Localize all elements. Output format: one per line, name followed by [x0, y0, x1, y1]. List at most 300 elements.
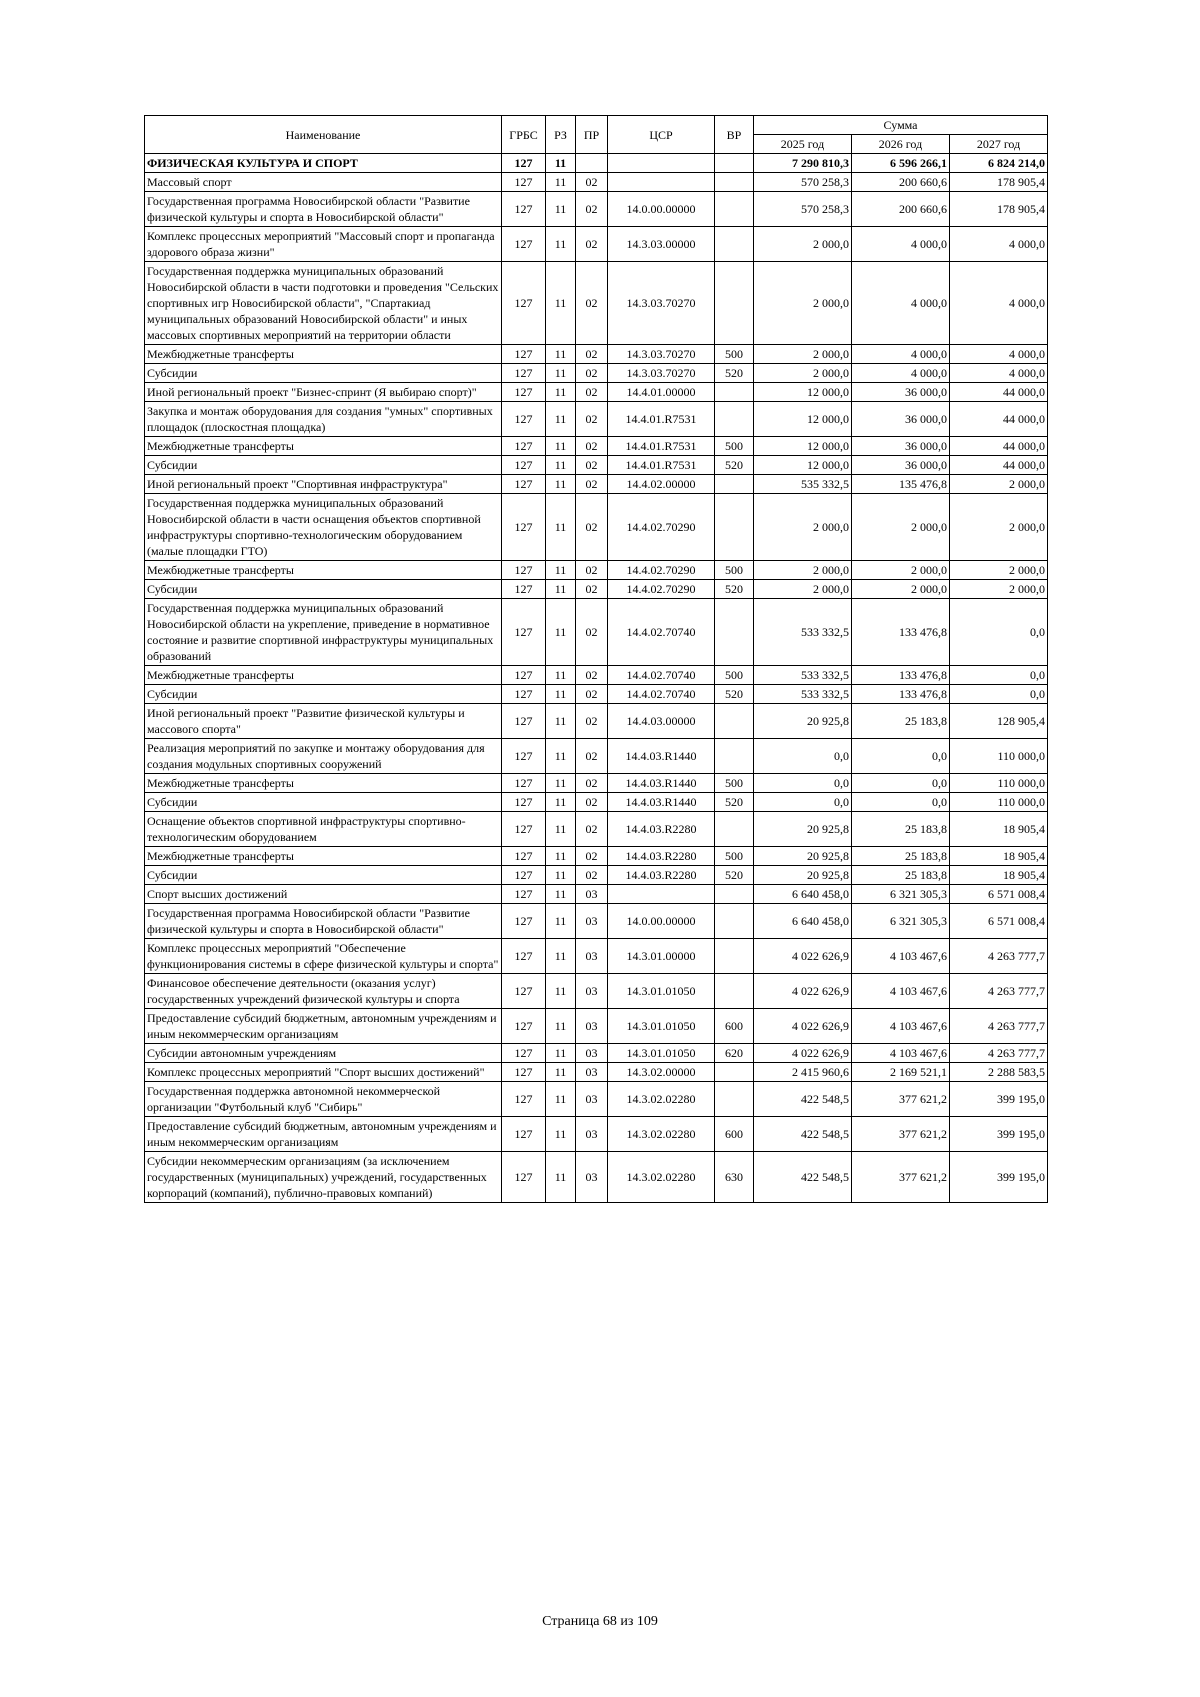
cell-amount-2027: 2 000,0 [950, 580, 1048, 599]
cell-rz: 11 [546, 580, 576, 599]
cell-grbs: 127 [502, 885, 546, 904]
table-row [145, 494, 1048, 561]
cell-amount-2025: 20 925,8 [754, 866, 852, 885]
cell-amount-2025: 533 332,5 [754, 666, 852, 685]
cell-grbs: 127 [502, 812, 546, 847]
cell-rz: 11 [546, 774, 576, 793]
cell-pr: 02 [576, 262, 608, 345]
cell-amount-2025: 0,0 [754, 739, 852, 774]
cell-pr: 02 [576, 383, 608, 402]
cell-name: Спорт высших достижений [145, 885, 502, 904]
header-rz: РЗ [546, 116, 576, 154]
cell-grbs: 127 [502, 173, 546, 192]
cell-vr [715, 904, 754, 939]
cell-amount-2027: 2 000,0 [950, 494, 1048, 561]
cell-name: Реализация мероприятий по закупке и монтажу оборудования для создания модульных спортивных сооружений [145, 739, 502, 774]
cell-rz: 11 [546, 866, 576, 885]
cell-vr: 620 [715, 1044, 754, 1063]
cell-vr: 520 [715, 456, 754, 475]
cell-grbs: 127 [502, 847, 546, 866]
cell-grbs: 127 [502, 939, 546, 974]
cell-grbs: 127 [502, 345, 546, 364]
cell-amount-2025: 4 022 626,9 [754, 974, 852, 1009]
cell-amount-2026: 36 000,0 [852, 383, 950, 402]
cell-csr: 14.4.03.R1440 [608, 774, 715, 793]
cell-grbs: 127 [502, 227, 546, 262]
cell-name: Государственная поддержка муниципальных образований Новосибирской области в части оснащения объектов спортивной инфраструктуры спортивно-технологическим оборудованием (малые площадки ГТО) [145, 494, 502, 561]
cell-grbs: 127 [502, 580, 546, 599]
cell-vr [715, 1082, 754, 1117]
cell-amount-2025: 422 548,5 [754, 1117, 852, 1152]
cell-amount-2027: 110 000,0 [950, 793, 1048, 812]
cell-amount-2025: 422 548,5 [754, 1152, 852, 1203]
cell-amount-2025: 2 000,0 [754, 494, 852, 561]
header-vr: ВР [715, 116, 754, 154]
cell-grbs: 127 [502, 383, 546, 402]
cell-vr [715, 154, 754, 173]
table-row [145, 192, 1048, 227]
cell-csr: 14.4.02.70740 [608, 666, 715, 685]
table-row [145, 793, 1048, 812]
cell-grbs: 127 [502, 774, 546, 793]
cell-amount-2027: 44 000,0 [950, 437, 1048, 456]
cell-amount-2026: 2 000,0 [852, 580, 950, 599]
cell-grbs: 127 [502, 1082, 546, 1117]
cell-amount-2025: 4 022 626,9 [754, 939, 852, 974]
cell-vr [715, 494, 754, 561]
cell-name: Предоставление субсидий бюджетным, автономным учреждениям и иным некоммерческим организациям [145, 1117, 502, 1152]
cell-vr: 500 [715, 561, 754, 580]
cell-name: ФИЗИЧЕСКАЯ КУЛЬТУРА И СПОРТ [145, 154, 502, 173]
cell-rz: 11 [546, 939, 576, 974]
cell-rz: 11 [546, 494, 576, 561]
cell-pr: 02 [576, 774, 608, 793]
cell-amount-2025: 12 000,0 [754, 402, 852, 437]
cell-grbs: 127 [502, 866, 546, 885]
cell-pr: 02 [576, 227, 608, 262]
cell-amount-2027: 6 571 008,4 [950, 885, 1048, 904]
cell-csr: 14.4.01.R7531 [608, 437, 715, 456]
cell-amount-2025: 12 000,0 [754, 383, 852, 402]
table-row [145, 939, 1048, 974]
cell-csr: 14.4.01.R7531 [608, 402, 715, 437]
cell-vr: 500 [715, 666, 754, 685]
cell-csr: 14.3.03.70270 [608, 345, 715, 364]
cell-amount-2027: 4 000,0 [950, 262, 1048, 345]
table-row [145, 402, 1048, 437]
cell-amount-2027: 0,0 [950, 599, 1048, 666]
cell-amount-2025: 6 640 458,0 [754, 885, 852, 904]
cell-pr: 03 [576, 1044, 608, 1063]
table-row [145, 227, 1048, 262]
cell-amount-2027: 110 000,0 [950, 739, 1048, 774]
table-row [145, 904, 1048, 939]
cell-vr: 500 [715, 437, 754, 456]
cell-amount-2027: 399 195,0 [950, 1152, 1048, 1203]
cell-amount-2026: 377 621,2 [852, 1082, 950, 1117]
cell-grbs: 127 [502, 262, 546, 345]
cell-amount-2027: 2 000,0 [950, 475, 1048, 494]
table-row [145, 383, 1048, 402]
cell-amount-2027: 4 263 777,7 [950, 1009, 1048, 1044]
cell-csr: 14.3.01.01050 [608, 974, 715, 1009]
cell-csr: 14.3.02.00000 [608, 1063, 715, 1082]
cell-grbs: 127 [502, 475, 546, 494]
cell-amount-2025: 4 022 626,9 [754, 1009, 852, 1044]
cell-amount-2027: 0,0 [950, 685, 1048, 704]
cell-csr: 14.4.03.00000 [608, 704, 715, 739]
cell-pr: 02 [576, 847, 608, 866]
cell-csr [608, 173, 715, 192]
cell-rz: 11 [546, 685, 576, 704]
cell-rz: 11 [546, 739, 576, 774]
cell-rz: 11 [546, 812, 576, 847]
cell-amount-2025: 2 000,0 [754, 561, 852, 580]
page-number: Страница 68 из 109 [542, 1614, 658, 1629]
cell-csr: 14.4.02.70740 [608, 599, 715, 666]
cell-csr [608, 885, 715, 904]
cell-pr: 02 [576, 192, 608, 227]
table-row [145, 666, 1048, 685]
cell-vr [715, 704, 754, 739]
cell-pr: 02 [576, 599, 608, 666]
cell-pr: 02 [576, 866, 608, 885]
cell-amount-2026: 36 000,0 [852, 437, 950, 456]
cell-amount-2025: 2 415 960,6 [754, 1063, 852, 1082]
cell-amount-2025: 12 000,0 [754, 456, 852, 475]
cell-vr: 500 [715, 847, 754, 866]
cell-rz: 11 [546, 345, 576, 364]
cell-rz: 11 [546, 1152, 576, 1203]
cell-vr [715, 885, 754, 904]
cell-name: Комплекс процессных мероприятий "Массовый спорт и пропаганда здорового образа жизни" [145, 227, 502, 262]
cell-vr: 500 [715, 345, 754, 364]
cell-vr [715, 974, 754, 1009]
cell-amount-2026: 135 476,8 [852, 475, 950, 494]
cell-amount-2026: 6 321 305,3 [852, 904, 950, 939]
cell-amount-2025: 2 000,0 [754, 580, 852, 599]
cell-name: Иной региональный проект "Спортивная инфраструктура" [145, 475, 502, 494]
cell-pr [576, 154, 608, 173]
table-row [145, 475, 1048, 494]
cell-grbs: 127 [502, 1044, 546, 1063]
cell-amount-2026: 25 183,8 [852, 812, 950, 847]
cell-vr: 520 [715, 866, 754, 885]
table-body [145, 154, 1048, 1203]
cell-name: Государственная программа Новосибирской области "Развитие физической культуры и спорта в Новосибирской области" [145, 192, 502, 227]
cell-amount-2025: 422 548,5 [754, 1082, 852, 1117]
cell-pr: 03 [576, 974, 608, 1009]
cell-amount-2027: 128 905,4 [950, 704, 1048, 739]
cell-name: Межбюджетные трансферты [145, 847, 502, 866]
cell-vr [715, 812, 754, 847]
cell-csr: 14.4.02.70290 [608, 494, 715, 561]
cell-amount-2026: 6 596 266,1 [852, 154, 950, 173]
table-row [145, 847, 1048, 866]
header-year-2026: 2026 год [852, 135, 950, 154]
cell-grbs: 127 [502, 1063, 546, 1082]
cell-amount-2025: 533 332,5 [754, 599, 852, 666]
cell-amount-2027: 6 824 214,0 [950, 154, 1048, 173]
cell-amount-2026: 377 621,2 [852, 1117, 950, 1152]
cell-vr [715, 383, 754, 402]
table-row [145, 704, 1048, 739]
cell-csr: 14.0.00.00000 [608, 904, 715, 939]
cell-csr: 14.3.01.00000 [608, 939, 715, 974]
table-row [145, 1009, 1048, 1044]
cell-name: Государственная программа Новосибирской области "Развитие физической культуры и спорта в Новосибирской области" [145, 904, 502, 939]
cell-name: Межбюджетные трансферты [145, 666, 502, 685]
cell-rz: 11 [546, 402, 576, 437]
cell-amount-2026: 36 000,0 [852, 456, 950, 475]
cell-amount-2027: 4 263 777,7 [950, 1044, 1048, 1063]
cell-amount-2025: 2 000,0 [754, 262, 852, 345]
cell-csr: 14.4.03.R2280 [608, 866, 715, 885]
table-row [145, 437, 1048, 456]
cell-name: Субсидии [145, 364, 502, 383]
table-row [145, 885, 1048, 904]
cell-amount-2026: 4 000,0 [852, 227, 950, 262]
cell-rz: 11 [546, 1009, 576, 1044]
table-row [145, 580, 1048, 599]
cell-amount-2027: 18 905,4 [950, 866, 1048, 885]
cell-grbs: 127 [502, 974, 546, 1009]
cell-amount-2026: 200 660,6 [852, 173, 950, 192]
cell-pr: 02 [576, 685, 608, 704]
cell-name: Массовый спорт [145, 173, 502, 192]
cell-rz: 11 [546, 173, 576, 192]
cell-name: Субсидии [145, 456, 502, 475]
cell-name: Субсидии автономным учреждениям [145, 1044, 502, 1063]
cell-csr [608, 154, 715, 173]
cell-vr [715, 739, 754, 774]
cell-amount-2026: 4 000,0 [852, 262, 950, 345]
cell-name: Межбюджетные трансферты [145, 774, 502, 793]
cell-pr: 03 [576, 1082, 608, 1117]
cell-name: Государственная поддержка муниципальных образований Новосибирской области в части подготовки и проведения "Сельских спортивных игр Новосибирской области", "Спартакиад муниципальных образований Новосибирской области" и иных массовых спортивных мероприятий на территории области [145, 262, 502, 345]
cell-amount-2027: 44 000,0 [950, 402, 1048, 437]
header-year-2027: 2027 год [950, 135, 1048, 154]
table-row [145, 456, 1048, 475]
cell-csr: 14.4.03.R1440 [608, 793, 715, 812]
cell-pr: 02 [576, 561, 608, 580]
cell-amount-2027: 2 288 583,5 [950, 1063, 1048, 1082]
cell-pr: 02 [576, 494, 608, 561]
cell-amount-2025: 20 925,8 [754, 704, 852, 739]
cell-amount-2026: 6 321 305,3 [852, 885, 950, 904]
cell-pr: 03 [576, 1117, 608, 1152]
cell-vr [715, 262, 754, 345]
cell-rz: 11 [546, 885, 576, 904]
table-row [145, 1117, 1048, 1152]
cell-amount-2027: 110 000,0 [950, 774, 1048, 793]
cell-csr: 14.4.02.70740 [608, 685, 715, 704]
table-header [145, 116, 1048, 154]
cell-amount-2025: 0,0 [754, 793, 852, 812]
table-row [145, 974, 1048, 1009]
cell-vr [715, 173, 754, 192]
cell-grbs: 127 [502, 1117, 546, 1152]
cell-csr: 14.3.02.02280 [608, 1117, 715, 1152]
cell-amount-2026: 4 103 467,6 [852, 939, 950, 974]
cell-rz: 11 [546, 262, 576, 345]
cell-rz: 11 [546, 704, 576, 739]
cell-grbs: 127 [502, 739, 546, 774]
cell-vr [715, 227, 754, 262]
cell-amount-2027: 399 195,0 [950, 1117, 1048, 1152]
cell-amount-2027: 4 000,0 [950, 345, 1048, 364]
cell-grbs: 127 [502, 154, 546, 173]
cell-rz: 11 [546, 1063, 576, 1082]
cell-pr: 03 [576, 885, 608, 904]
cell-rz: 11 [546, 1117, 576, 1152]
cell-grbs: 127 [502, 364, 546, 383]
cell-pr: 03 [576, 904, 608, 939]
cell-grbs: 127 [502, 1152, 546, 1203]
cell-vr [715, 402, 754, 437]
cell-rz: 11 [546, 475, 576, 494]
cell-vr: 500 [715, 774, 754, 793]
header-grbs: ГРБС [502, 116, 546, 154]
cell-pr: 02 [576, 812, 608, 847]
cell-amount-2027: 18 905,4 [950, 812, 1048, 847]
cell-pr: 02 [576, 456, 608, 475]
cell-amount-2025: 2 000,0 [754, 364, 852, 383]
cell-amount-2027: 0,0 [950, 666, 1048, 685]
header-csr: ЦСР [608, 116, 715, 154]
cell-rz: 11 [546, 364, 576, 383]
cell-amount-2025: 0,0 [754, 774, 852, 793]
cell-pr: 02 [576, 402, 608, 437]
cell-csr: 14.3.02.02280 [608, 1082, 715, 1117]
cell-grbs: 127 [502, 793, 546, 812]
cell-amount-2026: 25 183,8 [852, 866, 950, 885]
table-row [145, 774, 1048, 793]
cell-pr: 02 [576, 793, 608, 812]
cell-csr: 14.0.00.00000 [608, 192, 715, 227]
cell-vr: 520 [715, 580, 754, 599]
table-row [145, 173, 1048, 192]
cell-grbs: 127 [502, 599, 546, 666]
cell-csr: 14.4.02.70290 [608, 561, 715, 580]
cell-amount-2025: 4 022 626,9 [754, 1044, 852, 1063]
cell-rz: 11 [546, 847, 576, 866]
cell-rz: 11 [546, 561, 576, 580]
cell-csr: 14.4.03.R2280 [608, 847, 715, 866]
cell-pr: 03 [576, 939, 608, 974]
cell-grbs: 127 [502, 685, 546, 704]
cell-csr: 14.4.03.R1440 [608, 739, 715, 774]
cell-vr: 520 [715, 793, 754, 812]
header-year-2025: 2025 год [754, 135, 852, 154]
cell-grbs: 127 [502, 494, 546, 561]
cell-grbs: 127 [502, 437, 546, 456]
cell-pr: 02 [576, 437, 608, 456]
cell-amount-2027: 44 000,0 [950, 383, 1048, 402]
table-row [145, 866, 1048, 885]
cell-amount-2026: 4 103 467,6 [852, 1009, 950, 1044]
cell-amount-2025: 7 290 810,3 [754, 154, 852, 173]
cell-name: Межбюджетные трансферты [145, 345, 502, 364]
cell-amount-2026: 4 103 467,6 [852, 974, 950, 1009]
header-pr: ПР [576, 116, 608, 154]
cell-csr: 14.4.01.00000 [608, 383, 715, 402]
cell-rz: 11 [546, 192, 576, 227]
cell-grbs: 127 [502, 192, 546, 227]
cell-pr: 02 [576, 475, 608, 494]
cell-rz: 11 [546, 599, 576, 666]
cell-rz: 11 [546, 1044, 576, 1063]
cell-csr: 14.4.02.00000 [608, 475, 715, 494]
cell-pr: 03 [576, 1152, 608, 1203]
cell-grbs: 127 [502, 561, 546, 580]
cell-csr: 14.3.03.70270 [608, 262, 715, 345]
cell-name: Государственная поддержка муниципальных образований Новосибирской области на укрепление, приведение в нормативное состояние и развитие спортивной инфраструктуры муниципальных образований [145, 599, 502, 666]
table-row [145, 1063, 1048, 1082]
table-row [145, 154, 1048, 173]
cell-name: Комплекс процессных мероприятий "Обеспечение функционирования системы в сфере физической культуры и спорта" [145, 939, 502, 974]
table-row [145, 1044, 1048, 1063]
cell-amount-2026: 0,0 [852, 774, 950, 793]
table-row [145, 262, 1048, 345]
cell-grbs: 127 [502, 904, 546, 939]
cell-rz: 11 [546, 437, 576, 456]
cell-amount-2025: 2 000,0 [754, 345, 852, 364]
budget-table [144, 115, 1048, 1203]
table-row [145, 1152, 1048, 1203]
cell-amount-2026: 4 103 467,6 [852, 1044, 950, 1063]
cell-amount-2027: 4 000,0 [950, 364, 1048, 383]
cell-csr: 14.3.01.01050 [608, 1044, 715, 1063]
cell-amount-2026: 2 000,0 [852, 494, 950, 561]
cell-rz: 11 [546, 154, 576, 173]
cell-amount-2026: 2 169 521,1 [852, 1063, 950, 1082]
cell-name: Оснащение объектов спортивной инфраструктуры спортивно-технологическим оборудованием [145, 812, 502, 847]
table-row [145, 364, 1048, 383]
cell-rz: 11 [546, 904, 576, 939]
cell-vr [715, 475, 754, 494]
cell-name: Финансовое обеспечение деятельности (оказания услуг) государственных учреждений физической культуры и спорта [145, 974, 502, 1009]
cell-name: Иной региональный проект "Развитие физической культуры и массового спорта" [145, 704, 502, 739]
cell-csr: 14.4.03.R2280 [608, 812, 715, 847]
cell-amount-2026: 377 621,2 [852, 1152, 950, 1203]
cell-amount-2026: 36 000,0 [852, 402, 950, 437]
cell-amount-2025: 570 258,3 [754, 192, 852, 227]
cell-name: Субсидии [145, 685, 502, 704]
cell-rz: 11 [546, 666, 576, 685]
cell-amount-2026: 4 000,0 [852, 364, 950, 383]
table-row [145, 561, 1048, 580]
cell-csr: 14.3.02.02280 [608, 1152, 715, 1203]
cell-amount-2025: 6 640 458,0 [754, 904, 852, 939]
cell-vr [715, 599, 754, 666]
cell-amount-2027: 4 263 777,7 [950, 939, 1048, 974]
cell-grbs: 127 [502, 666, 546, 685]
cell-amount-2025: 20 925,8 [754, 812, 852, 847]
cell-pr: 02 [576, 345, 608, 364]
cell-csr: 14.4.01.R7531 [608, 456, 715, 475]
cell-amount-2027: 178 905,4 [950, 173, 1048, 192]
cell-name: Субсидии [145, 793, 502, 812]
table-row [145, 812, 1048, 847]
cell-amount-2026: 133 476,8 [852, 685, 950, 704]
cell-pr: 03 [576, 1063, 608, 1082]
cell-csr: 14.3.03.00000 [608, 227, 715, 262]
cell-name: Закупка и монтаж оборудования для создания "умных" спортивных площадок (плоскостная площадка) [145, 402, 502, 437]
cell-amount-2027: 6 571 008,4 [950, 904, 1048, 939]
table-row [145, 345, 1048, 364]
cell-vr [715, 939, 754, 974]
